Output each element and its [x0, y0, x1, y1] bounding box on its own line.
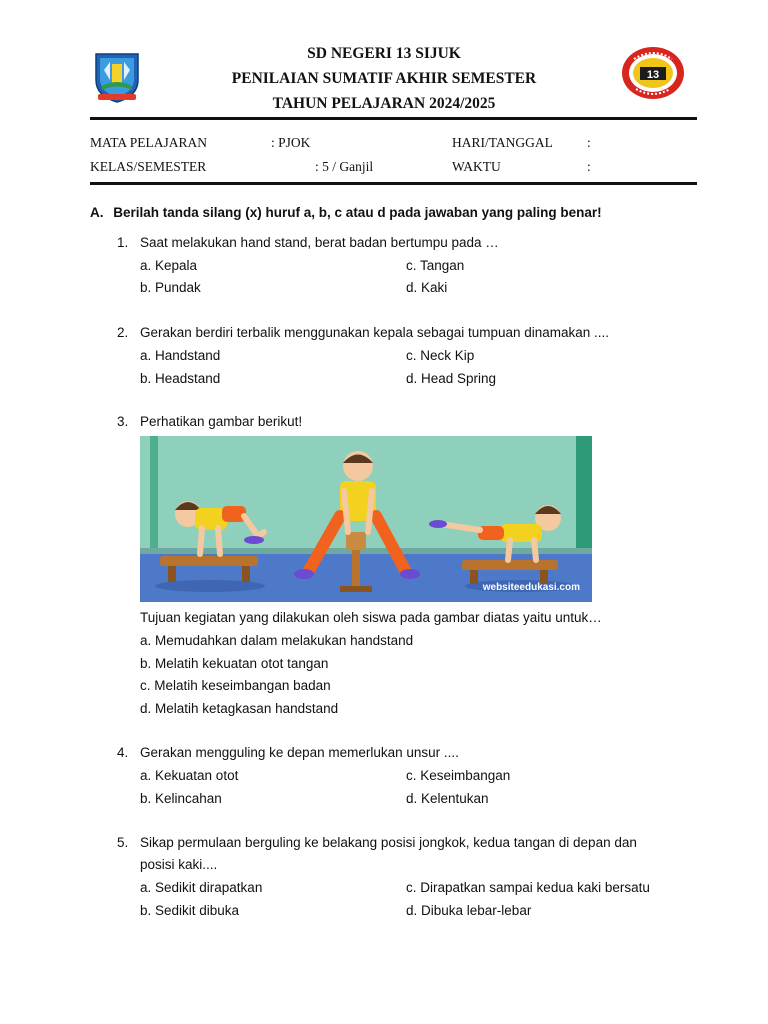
- image-watermark: websiteedukasi.com: [482, 582, 580, 593]
- section-letter: A.: [90, 205, 104, 220]
- class-semester-value: : 5 / Ganjil: [315, 159, 374, 174]
- academic-year: TAHUN PELAJARAN 2024/2025: [272, 95, 496, 112]
- question-2-number: 2.: [117, 325, 129, 340]
- school-seal-logo: [620, 45, 686, 101]
- question-5-option-b: b. Sedikit dibuka: [140, 903, 240, 918]
- header-divider-top: [90, 117, 697, 120]
- question-3-followup: Tujuan kegiatan yang dilakukan oleh siswa pada gambar diatas yaitu untuk…: [140, 610, 602, 625]
- day-date-label: HARI/TANGGAL: [452, 135, 553, 150]
- question-4-option-d: d. Kelentukan: [406, 791, 489, 806]
- question-3-option-d: d. Melatih ketagkasan handstand: [140, 701, 339, 716]
- subject-label: MATA PELAJARAN: [90, 135, 208, 150]
- time-value: :: [587, 159, 591, 174]
- class-semester-label: KELAS/SEMESTER: [90, 159, 207, 174]
- question-1-option-c: c. Tangan: [406, 258, 465, 273]
- question-1-option-a: a. Kepala: [140, 258, 198, 273]
- question-3-option-a: a. Memudahkan dalam melakukan handstand: [140, 633, 414, 648]
- question-1-option-d: d. Kaki: [406, 280, 448, 295]
- gymnastics-illustration: [140, 436, 592, 602]
- question-1-number: 1.: [117, 235, 129, 250]
- time-label: WAKTU: [452, 159, 501, 174]
- school-name: SD NEGERI 13 SIJUK: [307, 45, 461, 62]
- question-5-text-line2: posisi kaki....: [140, 857, 218, 872]
- question-5-option-a: a. Sedikit dirapatkan: [140, 880, 263, 895]
- question-2-text: Gerakan berdiri terbalik menggunakan kepala sebagai tumpuan dinamakan ....: [140, 325, 610, 340]
- section-instruction: [90, 205, 602, 220]
- question-2-option-c: c. Neck Kip: [406, 348, 475, 363]
- question-4-number: 4.: [117, 745, 129, 760]
- question-3-option-b: b. Melatih kekuatan otot tangan: [140, 656, 329, 671]
- assessment-title: PENILAIAN SUMATIF AKHIR SEMESTER: [231, 70, 537, 87]
- question-4-text: Gerakan mengguling ke depan memerlukan unsur ....: [140, 745, 459, 760]
- question-5-text-line1: Sikap permulaan berguling ke belakang posisi jongkok, kedua tangan di depan dan: [140, 835, 637, 850]
- subject-value: : PJOK: [271, 135, 311, 150]
- question-5-number: 5.: [117, 835, 129, 850]
- question-4-option-c: c. Keseimbangan: [406, 768, 511, 783]
- question-4-option-a: a. Kekuatan otot: [140, 768, 239, 783]
- section-instruction-text: Berilah tanda silang (x) huruf a, b, c atau d pada jawaban yang paling benar!: [113, 205, 602, 220]
- question-1-option-b: b. Pundak: [140, 280, 201, 295]
- question-2-option-a: a. Handstand: [140, 348, 221, 363]
- question-3-text: Perhatikan gambar berikut!: [140, 414, 303, 429]
- question-2-option-d: d. Head Spring: [406, 371, 497, 386]
- question-5-option-c: c. Dirapatkan sampai kedua kaki bersatu: [406, 880, 650, 895]
- question-3-option-c: c. Melatih keseimbangan badan: [140, 678, 331, 693]
- day-date-value: :: [587, 135, 591, 150]
- question-5-option-d: d. Dibuka lebar-lebar: [406, 903, 532, 918]
- question-4-option-b: b. Kelincahan: [140, 791, 222, 806]
- seal-number: 13: [646, 69, 660, 81]
- header-divider-bottom: [90, 182, 697, 185]
- question-3-number: 3.: [117, 414, 129, 429]
- question-2-option-b: b. Headstand: [140, 371, 221, 386]
- question-1-text: Saat melakukan hand stand, berat badan bertumpu pada …: [140, 235, 499, 250]
